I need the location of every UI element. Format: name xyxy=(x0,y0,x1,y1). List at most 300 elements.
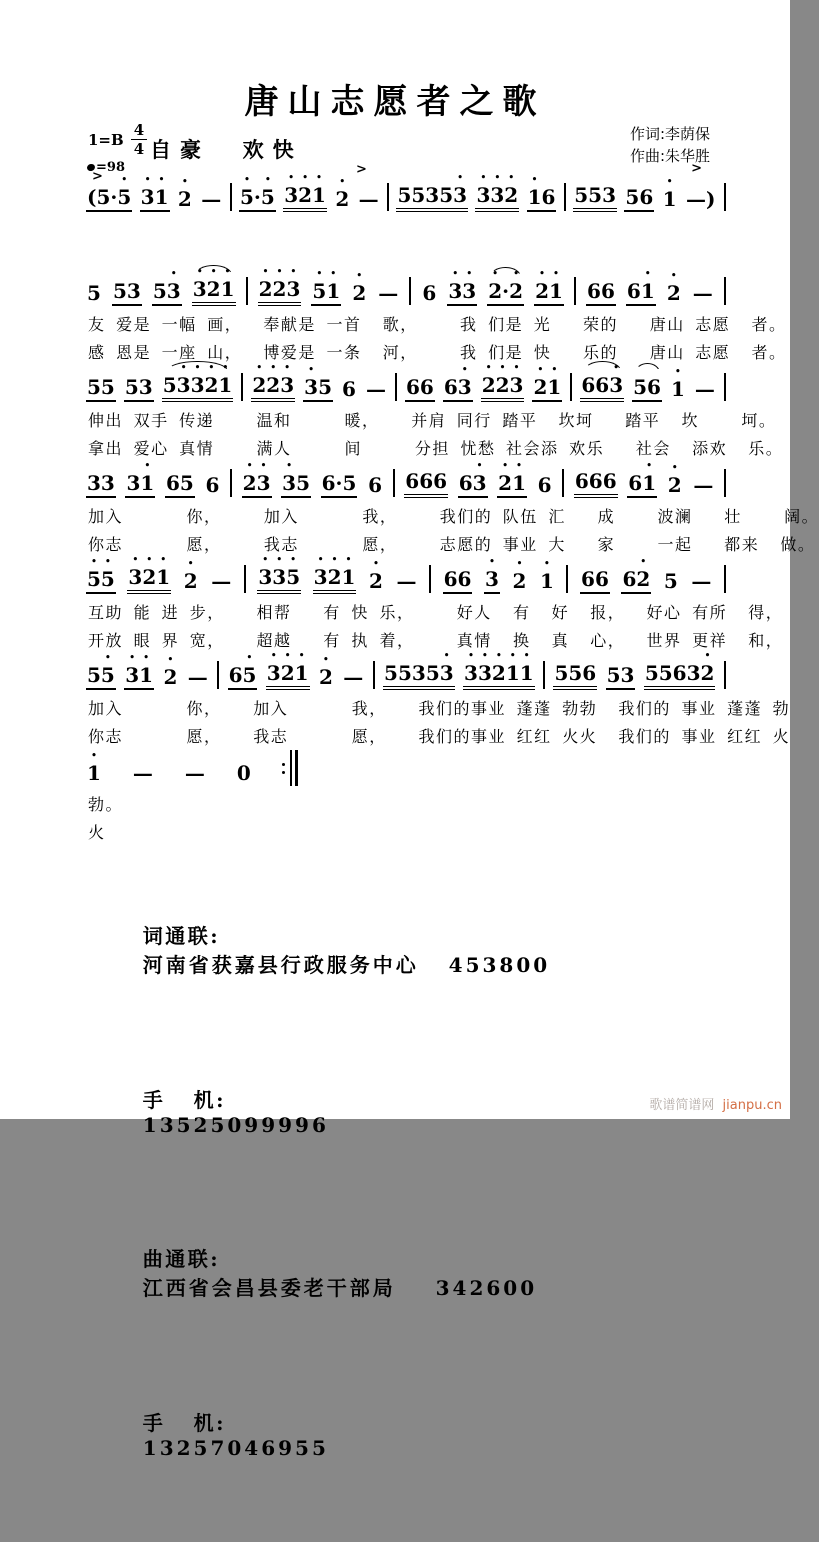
note: — xyxy=(132,761,153,785)
barline xyxy=(241,373,243,401)
note: 5 • xyxy=(117,185,131,209)
meter-numerator: 4 xyxy=(131,122,147,140)
note: 6 xyxy=(628,471,643,495)
barline xyxy=(373,661,375,689)
note-group xyxy=(690,569,712,594)
note: 5 xyxy=(644,661,659,685)
note: 5 xyxy=(574,183,589,207)
note: 3 xyxy=(87,471,101,495)
note: 2 • xyxy=(142,565,156,589)
note-group xyxy=(351,281,367,306)
barline xyxy=(724,373,726,401)
note: 6 xyxy=(582,661,597,685)
note-group xyxy=(405,375,435,402)
note-group xyxy=(266,661,310,690)
note: 5 xyxy=(663,569,678,593)
note-group xyxy=(626,279,656,306)
note: 6 xyxy=(537,473,552,497)
note: 3 xyxy=(602,183,616,207)
note: 3 • xyxy=(193,277,207,301)
note-group xyxy=(624,185,654,212)
note: 6 xyxy=(165,471,180,495)
note: 5 • xyxy=(261,185,275,209)
note: 2 • xyxy=(496,373,510,397)
note: 2 • xyxy=(369,569,383,593)
note-group xyxy=(367,473,383,498)
note: 3 • xyxy=(473,471,487,495)
note: 5 • xyxy=(87,567,101,591)
note: 3 • xyxy=(490,183,504,207)
note: 6 xyxy=(672,661,687,685)
note: 6 xyxy=(600,279,615,303)
song-title: 唐山志愿者之歌 xyxy=(244,82,546,122)
note: 5 xyxy=(296,471,310,495)
note: 3 • xyxy=(267,661,281,685)
note: 6 xyxy=(587,279,601,303)
note: 6 xyxy=(581,567,595,591)
note: 3 • xyxy=(257,471,271,495)
lyrics-line: 友 爱是 一幅 画， 奉献是 一首 歌， 我 们是 光 荣的 唐山 志愿 者。 xyxy=(88,315,787,334)
note: 1 • xyxy=(540,569,554,593)
note-group xyxy=(242,471,272,498)
note-group xyxy=(86,375,116,402)
note: 2 • xyxy=(535,279,549,303)
note: 2 • xyxy=(482,373,496,397)
note-group xyxy=(86,185,132,212)
note-group xyxy=(228,663,258,690)
note: 2 • xyxy=(163,665,177,689)
note: 1 • xyxy=(221,277,235,301)
note: 3 • xyxy=(282,471,296,495)
note: 2 • xyxy=(701,661,715,685)
barline xyxy=(230,183,232,211)
note: 3 • xyxy=(304,375,318,399)
note-group xyxy=(125,471,155,498)
contact-value: 13525099996 xyxy=(142,1113,329,1137)
note-group xyxy=(334,187,350,212)
note: 5 • xyxy=(101,663,115,687)
note: 1 • xyxy=(520,661,534,685)
note-group xyxy=(475,183,519,212)
note: 6 xyxy=(228,663,243,687)
note: · xyxy=(335,471,343,495)
note: 1 • xyxy=(295,661,309,685)
note-group xyxy=(281,471,311,498)
note: 5 xyxy=(342,471,357,495)
barline xyxy=(230,469,232,497)
note: 5 xyxy=(87,663,101,687)
note: 1 • xyxy=(506,661,520,685)
note: — xyxy=(378,281,399,305)
note: 5 xyxy=(588,183,603,207)
barline xyxy=(387,183,389,211)
note: 2 • xyxy=(204,373,218,397)
note-group xyxy=(692,473,714,498)
note: 6 xyxy=(368,473,382,497)
note: 3 • xyxy=(284,183,298,207)
note: 3 • xyxy=(478,661,492,685)
note-group xyxy=(539,569,555,594)
note: 2 • xyxy=(319,665,333,689)
note: · xyxy=(253,185,261,209)
note: 6 xyxy=(443,567,458,591)
note: — xyxy=(358,187,379,211)
barline xyxy=(562,469,564,497)
note-group xyxy=(192,277,236,306)
barline xyxy=(570,373,572,401)
note-group xyxy=(257,565,301,594)
note: 2 • xyxy=(498,471,512,495)
contact-line xyxy=(86,1060,550,1161)
note-group xyxy=(365,377,387,402)
note: 1 • xyxy=(663,187,677,211)
note: 5 • xyxy=(101,567,115,591)
lyricist-credit: 作词:李荫保 xyxy=(629,125,710,143)
note-group xyxy=(553,661,597,690)
note-group xyxy=(443,375,473,402)
note: 6 xyxy=(419,375,434,399)
barline xyxy=(724,469,726,497)
note: 3 • xyxy=(448,279,462,303)
tempo-value: =98 xyxy=(96,160,125,175)
note: — xyxy=(184,761,205,785)
note: — xyxy=(691,569,712,593)
note-group xyxy=(165,471,195,498)
note-group xyxy=(283,183,327,212)
note-group xyxy=(512,569,528,594)
note-group xyxy=(377,281,399,306)
note: 1 • xyxy=(326,279,340,303)
note-group xyxy=(251,373,295,402)
note-group xyxy=(162,665,178,690)
note: 6 xyxy=(594,567,609,591)
note-group xyxy=(86,567,116,594)
note: — xyxy=(396,569,417,593)
note-group xyxy=(685,187,716,212)
time-signature xyxy=(131,122,147,157)
note: 3 • xyxy=(510,373,524,397)
note-group xyxy=(497,471,527,498)
score-line xyxy=(86,464,726,498)
note: 3 • xyxy=(128,565,142,589)
lyrics-line: 开放 眼 界 宽， 超越 有 执 着， 真情 换 真 心， 世界 更祥 和， xyxy=(88,631,784,650)
note: 2 • xyxy=(667,281,681,305)
note: 5 • xyxy=(240,185,254,209)
note-group xyxy=(358,187,380,212)
note-group xyxy=(574,469,618,498)
note: 2 • xyxy=(266,373,280,397)
note-group xyxy=(662,187,678,212)
note-group xyxy=(534,279,564,306)
note: 3 xyxy=(686,661,701,685)
note: 2 • xyxy=(492,661,506,685)
note: — xyxy=(187,665,208,689)
note: 3 • xyxy=(464,661,478,685)
contact-line xyxy=(86,896,550,1002)
note-group xyxy=(318,665,334,690)
note: 6 xyxy=(574,469,589,493)
note: 1 • xyxy=(549,279,563,303)
note: — xyxy=(694,377,715,401)
note: 6 xyxy=(433,469,448,493)
barline xyxy=(393,469,395,497)
note-group xyxy=(341,377,357,402)
note-group xyxy=(311,279,341,306)
note-group xyxy=(396,183,468,212)
note: 2 • xyxy=(335,187,349,211)
contact-label: 词通联: xyxy=(142,924,221,948)
note-group xyxy=(663,569,679,594)
note: 1 • xyxy=(140,471,154,495)
note: 5 xyxy=(397,661,412,685)
note-group xyxy=(670,377,686,402)
note: 1 • xyxy=(342,565,356,589)
note: — xyxy=(211,569,232,593)
note: 6 xyxy=(422,281,437,305)
composer-credit: 作曲:朱华胜 xyxy=(629,147,710,165)
note: 6 xyxy=(321,471,336,495)
note: 5 xyxy=(96,185,111,209)
note: 3 • xyxy=(453,183,467,207)
note-group xyxy=(200,187,222,212)
note-group xyxy=(177,187,193,212)
lyrics-line: 勃。 xyxy=(88,795,124,814)
note-group xyxy=(124,375,154,402)
note: 5 xyxy=(606,663,621,687)
lyrics-line: 加入 你， 加入 我， 我们的事业 蓬蓬 勃勃 我们的 事业 蓬蓬 勃 xyxy=(88,699,791,718)
contact-line xyxy=(86,1383,550,1484)
repeat-end-barline xyxy=(282,750,298,786)
mood-marking: 自豪 欢快 xyxy=(150,138,303,162)
note: 3 • xyxy=(485,567,499,591)
note-group xyxy=(606,663,636,690)
note: 2 • xyxy=(207,277,221,301)
note: — xyxy=(343,665,364,689)
note: 5 xyxy=(87,281,101,305)
note: 3 xyxy=(100,471,115,495)
note: 5 xyxy=(162,373,177,397)
contact-label: 手 机: xyxy=(142,1088,227,1112)
watermark-url: jianpu.cn xyxy=(722,1098,782,1113)
note-group xyxy=(124,663,154,690)
note-group xyxy=(86,761,102,786)
barline xyxy=(724,565,726,593)
note: 3 • xyxy=(286,277,300,301)
note-group xyxy=(183,569,199,594)
accent-mark: > xyxy=(691,161,702,176)
note-group xyxy=(447,279,477,306)
note: 3 • xyxy=(458,375,472,399)
note: 5 xyxy=(658,661,673,685)
note: — xyxy=(685,187,706,211)
note: 3 xyxy=(411,661,426,685)
note: 5 xyxy=(397,183,412,207)
contact-label: 手 机: xyxy=(142,1411,227,1435)
note: 6 xyxy=(405,375,420,399)
note-group xyxy=(421,281,437,306)
note-group xyxy=(404,469,448,498)
note: 5 xyxy=(179,471,194,495)
note: 6 xyxy=(419,469,434,493)
barline xyxy=(566,565,568,593)
note: ( xyxy=(87,185,97,209)
note: 2 • xyxy=(352,281,366,305)
note: 5 xyxy=(100,375,115,399)
note: 2 • xyxy=(252,373,266,397)
note: 2 • xyxy=(243,471,257,495)
barline xyxy=(564,183,566,211)
note-group xyxy=(368,569,384,594)
note-group xyxy=(162,373,234,402)
note-group xyxy=(481,373,525,402)
note-group xyxy=(632,375,662,402)
note: 1 • xyxy=(87,761,101,785)
note: 3 • xyxy=(258,565,272,589)
note-group xyxy=(484,567,500,594)
note: 6 xyxy=(581,373,596,397)
note-group xyxy=(140,185,170,212)
note: 5 xyxy=(384,661,398,685)
note: 5 xyxy=(112,279,127,303)
note-group xyxy=(86,663,116,690)
note: 6 xyxy=(639,185,654,209)
note: 3 xyxy=(126,279,141,303)
note: 3 • xyxy=(440,661,454,685)
note: 3 • xyxy=(280,373,294,397)
note-group xyxy=(443,567,473,594)
note: 3 • xyxy=(462,279,476,303)
note: — xyxy=(201,187,222,211)
note: 2 • xyxy=(328,565,342,589)
note-group xyxy=(463,661,535,690)
note-group xyxy=(532,375,562,402)
note: 2 • xyxy=(668,473,682,497)
note: 3 • xyxy=(191,373,205,397)
note: 6 xyxy=(622,567,637,591)
contact-label: 曲通联: xyxy=(142,1247,221,1271)
note: 2 • xyxy=(273,277,287,301)
note-group xyxy=(187,665,209,690)
barline xyxy=(724,277,726,305)
note: 1 • xyxy=(156,565,170,589)
note: 3 xyxy=(620,663,635,687)
note: 5 xyxy=(625,185,640,209)
note: 5 xyxy=(152,279,167,303)
note: 1 • xyxy=(218,373,232,397)
note: 1 • xyxy=(155,185,169,209)
note: 6 xyxy=(541,185,556,209)
note-group xyxy=(204,473,220,498)
note: 3 • xyxy=(272,565,286,589)
barline xyxy=(574,277,576,305)
note: 2 • xyxy=(509,279,523,303)
lyrics-line: 加入 你， 加入 我， 我们的 队伍 汇 成 波澜 壮 阔。 xyxy=(88,507,819,526)
note: — xyxy=(693,473,714,497)
note: 2 • xyxy=(636,567,650,591)
barline xyxy=(409,277,411,305)
note-group xyxy=(342,665,364,690)
note-group xyxy=(321,471,358,498)
note-group xyxy=(667,473,683,498)
barline xyxy=(429,565,431,593)
note: 1 • xyxy=(512,471,526,495)
note: 3 • xyxy=(141,185,155,209)
note: 5 xyxy=(439,183,454,207)
note: 6 xyxy=(647,375,661,399)
note-group xyxy=(184,761,206,786)
contact-block xyxy=(86,858,550,1542)
note: 6 xyxy=(602,469,617,493)
note: 5 xyxy=(411,183,426,207)
note: 5 • xyxy=(242,663,256,687)
contact-value: 13257046955 xyxy=(142,1436,329,1460)
note: 6 xyxy=(205,473,220,497)
note-group xyxy=(666,281,682,306)
note: 3 • xyxy=(476,183,490,207)
note: 6 xyxy=(626,279,641,303)
note: — xyxy=(365,377,386,401)
note-group xyxy=(458,471,488,498)
note-group xyxy=(573,183,617,212)
contact-line xyxy=(86,1219,550,1325)
note-group xyxy=(210,569,232,594)
watermark xyxy=(649,1094,782,1113)
note-group xyxy=(127,565,171,594)
note-group xyxy=(621,567,651,594)
contact-value: 河南省获嘉县行政服务中心 453800 xyxy=(142,953,551,977)
note-group xyxy=(586,279,616,306)
note: 6 xyxy=(588,469,603,493)
barline xyxy=(724,661,726,689)
note-group xyxy=(313,565,357,594)
note-group xyxy=(692,281,714,306)
note: 1 • xyxy=(547,375,561,399)
note: 5 xyxy=(318,375,332,399)
note: 5 xyxy=(554,661,569,685)
note: 2 • xyxy=(298,183,312,207)
score-line xyxy=(86,752,386,786)
lyrics-line: 伸出 双手 传递 温和 暖， 并肩 同行 踏平 坎坷 踏平 坎 坷。 xyxy=(88,411,777,430)
key-signature xyxy=(88,122,147,157)
note: 3 • xyxy=(314,565,328,589)
note-group xyxy=(303,375,333,402)
note-group xyxy=(580,567,610,594)
note: 5 • xyxy=(286,565,300,589)
note-group xyxy=(527,185,557,212)
meter-denominator: 4 xyxy=(133,140,145,158)
score-line xyxy=(86,272,726,306)
note: 0 xyxy=(236,761,251,785)
note: 1 • xyxy=(312,183,326,207)
note: 3 xyxy=(126,471,141,495)
score-line xyxy=(86,178,726,212)
note-group xyxy=(239,185,276,212)
note: 2 • xyxy=(259,277,273,301)
key-label: 1=B xyxy=(88,130,124,149)
lyrics-line: 你志 愿， 我志 愿， 我们的事业 红红 火火 我们的 事业 红红 火 xyxy=(88,727,791,746)
note: 3 xyxy=(138,375,153,399)
score-line xyxy=(86,368,726,402)
note: 3 • xyxy=(167,279,181,303)
note: 5 xyxy=(124,375,139,399)
score-line xyxy=(86,560,726,594)
accent-mark: > xyxy=(356,162,367,177)
lyrics-line: 拿出 爱心 真情 满人 间 分担 忧愁 社会添 欢乐 社会 添欢 乐。 xyxy=(88,439,784,458)
note-group xyxy=(152,279,182,306)
note: 2 • xyxy=(533,375,547,399)
note: · xyxy=(110,185,118,209)
barline xyxy=(217,661,219,689)
